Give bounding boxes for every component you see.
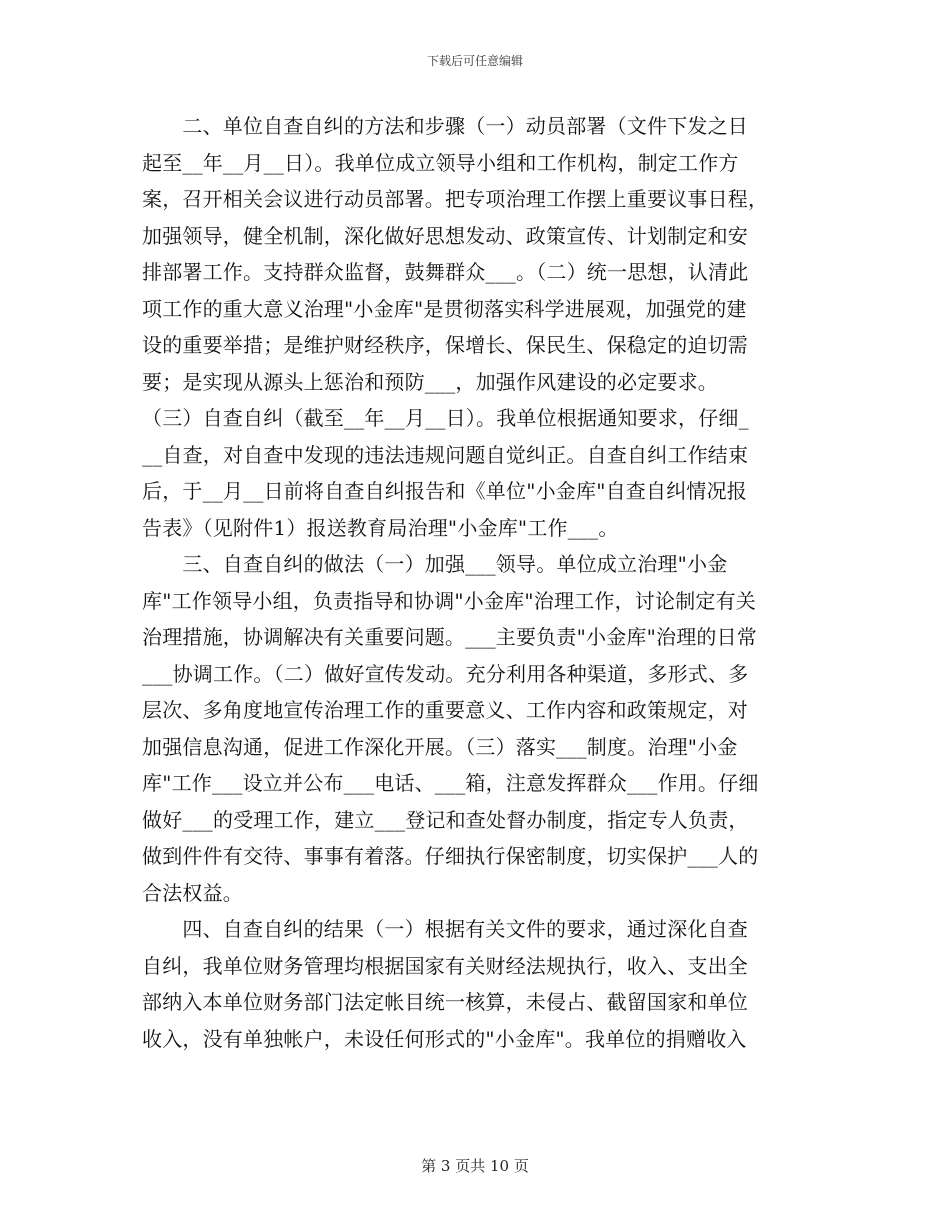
text-line: 要；是实现从源头上惩治和预防___，加强作风建设的必定要求。 xyxy=(142,369,718,394)
text-line: 加强领导，健全机制，深化做好思想发动、政策宣传、计划制定和安 xyxy=(142,223,748,248)
text-line: 收入，没有单独帐户，未设任何形式的"小金库"。我单位的捐赠收入 xyxy=(142,1026,747,1051)
text-line: 二、单位自查自纠的方法和步骤（一）动员部署（文件下发之日 xyxy=(142,114,748,138)
text-line: 自纠，我单位财务管理均根据国家有关财经法规执行，收入、支出全 xyxy=(142,953,748,978)
text-line: 层次、多角度地宣传治理工作的重要意义、工作内容和政策规定，对 xyxy=(142,698,748,722)
text-line: 起至__年__月__日）。我单位成立领导小组和工作机构，制定工作方 xyxy=(142,150,739,175)
text-line: 治理措施，协调解决有关重要问题。___主要负责"小金库"治理的日常 xyxy=(142,625,757,649)
page-footer: 第 3 页共 10 页 xyxy=(421,1157,529,1175)
text-line: 库"工作领导小组，负责指导和协调"小金库"治理工作，讨论制定有关 xyxy=(142,588,756,613)
text-line: __自查，对自查中发现的违法违规问题自觉纠正。自查自纠工作结束 xyxy=(142,442,749,467)
text-line: 告表》（见附件1）报送教育局治理"小金库"工作___。 xyxy=(142,515,619,540)
text-line: 项工作的重大意义治理"小金库"是贯彻落实科学进展观，加强党的建 xyxy=(142,296,747,321)
text-line: 三、自查自纠的做法（一）加强___领导。单位成立治理"小金 xyxy=(142,552,728,576)
text-line: 案，召开相关会议进行动员部署。把专项治理工作摆上重要议事日程， xyxy=(142,187,769,211)
page-header: 下载后可任意编辑 xyxy=(426,54,523,68)
text-line: 合法权益。 xyxy=(142,880,243,905)
text-line: 部纳入本单位财务部门法定帐目统一核算，未侵占、截留国家和单位 xyxy=(142,990,748,1014)
text-line: 做到件件有交待、事事有着落。仔细执行保密制度，切实保护___人的 xyxy=(142,844,759,868)
text-line: 库"工作___设立并公布___电话、___箱，注意发挥群众___作用。仔细 xyxy=(142,771,759,795)
text-line: 四、自查自纠的结果（一）根据有关文件的要求，通过深化自查 xyxy=(142,917,748,941)
text-line: 做好___的受理工作，建立___登记和查处督办制度，指定专人负责， xyxy=(142,807,749,832)
text-line: 后，于__月__日前将自查自纠报告和《单位"小金库"自查自纠情况报 xyxy=(142,479,747,503)
document-body xyxy=(142,108,808,1057)
text-line: 设的重要举措；是维护财经秩序，保增长、保民生、保稳定的迫切需 xyxy=(142,333,748,357)
text-line: 排部署工作。支持群众监督，鼓舞群众___。（二）统一思想，认清此 xyxy=(142,260,749,284)
text-line: ___协调工作。（二）做好宣传发动。充分利用各种渠道，多形式、多 xyxy=(142,661,749,686)
text-line: 加强信息沟通，促进工作深化开展。（三）落实___制度。治理"小金 xyxy=(142,734,738,759)
text-line: （三）自查自纠（截至__年__月__日）。我单位根据通知要求，仔细_ xyxy=(142,406,749,430)
